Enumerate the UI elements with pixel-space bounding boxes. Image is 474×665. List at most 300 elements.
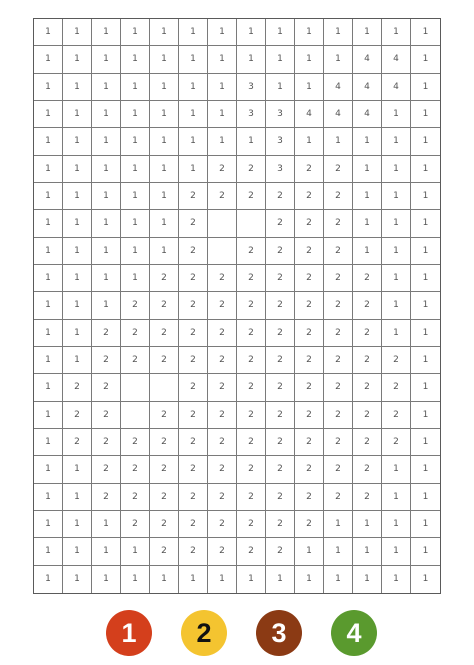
- swatch-number-2: 2: [196, 617, 212, 648]
- grid-cell[interactable]: 1: [150, 19, 179, 46]
- grid-cell[interactable]: 2: [150, 402, 179, 429]
- grid-cell[interactable]: 1: [34, 210, 63, 237]
- grid-cell[interactable]: 2: [92, 320, 121, 347]
- grid-cell[interactable]: 1: [382, 19, 411, 46]
- grid-cell[interactable]: 4: [382, 74, 411, 101]
- grid-cell[interactable]: 1: [353, 19, 382, 46]
- grid-cell[interactable]: 1: [295, 128, 324, 155]
- grid-cell[interactable]: 1: [63, 566, 92, 593]
- grid-cell[interactable]: 1: [208, 19, 237, 46]
- grid-cell[interactable]: 2: [266, 210, 295, 237]
- grid-cell[interactable]: 1: [324, 128, 353, 155]
- grid-cell[interactable]: 2: [353, 347, 382, 374]
- grid-cell[interactable]: 2: [121, 429, 150, 456]
- grid-cell[interactable]: 2: [295, 320, 324, 347]
- grid-cell[interactable]: 2: [237, 265, 266, 292]
- grid-cell[interactable]: 1: [179, 156, 208, 183]
- grid-cell[interactable]: 2: [295, 238, 324, 265]
- grid-cell[interactable]: 2: [121, 484, 150, 511]
- grid-cell[interactable]: 2: [208, 320, 237, 347]
- grid-cell[interactable]: 1: [179, 128, 208, 155]
- grid-cell[interactable]: 1: [150, 210, 179, 237]
- grid-cell[interactable]: 1: [63, 484, 92, 511]
- grid-cell[interactable]: 1: [121, 538, 150, 565]
- grid-cell[interactable]: 2: [179, 320, 208, 347]
- grid-cell[interactable]: 1: [411, 320, 440, 347]
- grid-cell[interactable]: 1: [237, 566, 266, 593]
- grid-cell[interactable]: 1: [150, 156, 179, 183]
- grid-cell[interactable]: 1: [382, 292, 411, 319]
- grid-cell[interactable]: 1: [382, 484, 411, 511]
- grid-cell[interactable]: 1: [179, 566, 208, 593]
- grid-cell[interactable]: 1: [34, 292, 63, 319]
- grid-cell[interactable]: 1: [411, 347, 440, 374]
- grid-cell[interactable]: 1: [179, 74, 208, 101]
- grid-cell[interactable]: 1: [150, 183, 179, 210]
- grid-cell[interactable]: 2: [179, 484, 208, 511]
- grid-cell[interactable]: 1: [353, 566, 382, 593]
- grid-cell[interactable]: 1: [179, 19, 208, 46]
- grid-cell[interactable]: 2: [208, 484, 237, 511]
- grid-cell[interactable]: 2: [382, 402, 411, 429]
- grid-cell[interactable]: 1: [34, 183, 63, 210]
- grid-cell[interactable]: 1: [422, 574, 429, 585]
- grid-cell[interactable]: 2: [179, 265, 208, 292]
- grid-cell[interactable]: 1: [34, 374, 63, 401]
- grid-cell[interactable]: 2: [179, 511, 208, 538]
- grid-cell[interactable]: 2: [382, 374, 411, 401]
- grid-cell[interactable]: 2: [121, 320, 150, 347]
- grid-cell[interactable]: 1: [295, 74, 324, 101]
- grid-cell[interactable]: 2: [353, 292, 382, 319]
- grid-cell[interactable]: 2: [295, 374, 324, 401]
- grid-cell[interactable]: 1: [121, 210, 150, 237]
- grid-cell[interactable]: 2: [179, 238, 208, 265]
- grid-cell[interactable]: 1: [411, 265, 440, 292]
- grid-cell[interactable]: [237, 210, 266, 237]
- grid-cell[interactable]: 2: [237, 484, 266, 511]
- grid-cell[interactable]: 1: [411, 210, 440, 237]
- grid-cell[interactable]: 1: [208, 101, 237, 128]
- grid-cell[interactable]: 1: [382, 238, 411, 265]
- grid-cell[interactable]: 2: [266, 429, 295, 456]
- grid-cell[interactable]: 2: [179, 183, 208, 210]
- grid-cell[interactable]: 1: [121, 74, 150, 101]
- grid-cell[interactable]: 1: [63, 19, 92, 46]
- grid-cell[interactable]: 1: [121, 101, 150, 128]
- grid-cell[interactable]: 2: [324, 484, 353, 511]
- grid-cell[interactable]: 2: [208, 183, 237, 210]
- grid-cell[interactable]: 2: [295, 484, 324, 511]
- grid-cell[interactable]: 1: [92, 19, 121, 46]
- grid-cell[interactable]: 1: [34, 484, 63, 511]
- grid-cell[interactable]: 2: [266, 320, 295, 347]
- grid-cell[interactable]: 2: [353, 484, 382, 511]
- grid-cell[interactable]: 1: [208, 74, 237, 101]
- grid-cell[interactable]: 4: [382, 46, 411, 73]
- grid-cell[interactable]: 2: [150, 429, 179, 456]
- grid-cell[interactable]: 2: [324, 374, 353, 401]
- grid-cell[interactable]: 2: [324, 456, 353, 483]
- grid-cell[interactable]: 2: [324, 320, 353, 347]
- grid-cell[interactable]: 1: [121, 566, 150, 593]
- grid-cell[interactable]: 2: [237, 156, 266, 183]
- grid-cell[interactable]: 1: [63, 210, 92, 237]
- grid-cell[interactable]: 2: [295, 292, 324, 319]
- grid-cell[interactable]: 3: [237, 74, 266, 101]
- grid-cell[interactable]: 1: [411, 74, 440, 101]
- grid-cell[interactable]: 2: [92, 484, 121, 511]
- grid-cell[interactable]: 1: [382, 511, 411, 538]
- grid-cell[interactable]: 2: [179, 210, 208, 237]
- grid-cell[interactable]: 2: [179, 347, 208, 374]
- grid-cell[interactable]: 1: [382, 128, 411, 155]
- grid-cell[interactable]: 1: [34, 19, 63, 46]
- grid-cell[interactable]: 2: [179, 292, 208, 319]
- grid-cell[interactable]: 2: [353, 374, 382, 401]
- grid-cell[interactable]: 2: [266, 402, 295, 429]
- grid-cell[interactable]: 1: [121, 128, 150, 155]
- grid-cell[interactable]: 1: [150, 238, 179, 265]
- grid-cell[interactable]: 1: [63, 156, 92, 183]
- grid-cell[interactable]: 1: [150, 566, 179, 593]
- grid-cell[interactable]: 2: [266, 238, 295, 265]
- grid-cell[interactable]: 1: [150, 128, 179, 155]
- grid-cell[interactable]: 2: [179, 374, 208, 401]
- grid-cell[interactable]: 1: [63, 101, 92, 128]
- grid-cell[interactable]: 2: [208, 292, 237, 319]
- grid-cell[interactable]: 1: [411, 511, 440, 538]
- grid-cell[interactable]: 1: [34, 156, 63, 183]
- grid-cell[interactable]: 4: [353, 74, 382, 101]
- grid-cell[interactable]: 1: [266, 19, 295, 46]
- grid-cell[interactable]: 2: [266, 511, 295, 538]
- grid-cell[interactable]: 2: [237, 456, 266, 483]
- grid-cell[interactable]: 1: [150, 101, 179, 128]
- grid-cell[interactable]: 1: [92, 265, 121, 292]
- grid-cell[interactable]: 1: [382, 566, 411, 593]
- grid-cell[interactable]: 1: [411, 183, 440, 210]
- grid-cell[interactable]: 1: [92, 101, 121, 128]
- grid-cell[interactable]: 2: [382, 429, 411, 456]
- grid-cell[interactable]: 1: [63, 347, 92, 374]
- grid-cell[interactable]: 1: [295, 566, 324, 593]
- grid-cell[interactable]: 1: [382, 538, 411, 565]
- grid-cell[interactable]: 2: [208, 429, 237, 456]
- grid-cell[interactable]: 2: [150, 538, 179, 565]
- grid-cell[interactable]: 2: [266, 292, 295, 319]
- grid-cell[interactable]: 2: [121, 347, 150, 374]
- grid-cell[interactable]: 1: [295, 19, 324, 46]
- grid-cell[interactable]: 2: [150, 292, 179, 319]
- grid-cell[interactable]: 1: [92, 74, 121, 101]
- grid-cell[interactable]: 2: [237, 238, 266, 265]
- grid-cell[interactable]: 1: [179, 46, 208, 73]
- grid-cell[interactable]: 2: [266, 538, 295, 565]
- grid-cell[interactable]: 2: [92, 456, 121, 483]
- grid-cell[interactable]: 2: [179, 456, 208, 483]
- grid-cell[interactable]: 1: [411, 429, 440, 456]
- grid-cell[interactable]: 1: [92, 566, 121, 593]
- grid-cell[interactable]: 1: [121, 46, 150, 73]
- grid-cell[interactable]: 3: [266, 101, 295, 128]
- grid-cell[interactable]: 1: [121, 238, 150, 265]
- grid-cell[interactable]: 2: [353, 265, 382, 292]
- grid-cell[interactable]: 2: [208, 402, 237, 429]
- grid-cell[interactable]: 2: [353, 429, 382, 456]
- grid-cell[interactable]: 1: [63, 183, 92, 210]
- grid-cell[interactable]: [121, 402, 150, 429]
- grid-cell[interactable]: 2: [353, 456, 382, 483]
- grid-cell[interactable]: 1: [179, 101, 208, 128]
- grid-cell[interactable]: 1: [208, 128, 237, 155]
- grid-cell[interactable]: 1: [34, 101, 63, 128]
- grid-cell[interactable]: 1: [121, 183, 150, 210]
- grid-cell[interactable]: 2: [295, 402, 324, 429]
- grid-cell[interactable]: 1: [92, 238, 121, 265]
- grid-cell[interactable]: 1: [34, 402, 63, 429]
- grid-cell[interactable]: 1: [353, 156, 382, 183]
- grid-cell[interactable]: 2: [208, 347, 237, 374]
- grid-cell[interactable]: 1: [324, 511, 353, 538]
- grid-cell[interactable]: 2: [324, 156, 353, 183]
- grid-cell[interactable]: [150, 374, 179, 401]
- grid-cell[interactable]: 2: [266, 347, 295, 374]
- grid-cell[interactable]: 2: [208, 156, 237, 183]
- grid-cell[interactable]: 2: [266, 484, 295, 511]
- grid-cell[interactable]: 2: [150, 265, 179, 292]
- grid-cell[interactable]: 2: [237, 374, 266, 401]
- swatch-number-3: 3: [271, 617, 287, 648]
- grid-cell[interactable]: 2: [266, 374, 295, 401]
- grid-cell[interactable]: 4: [353, 101, 382, 128]
- grid-cell[interactable]: 1: [237, 128, 266, 155]
- grid-cell[interactable]: 2: [208, 374, 237, 401]
- grid-cell[interactable]: 1: [382, 265, 411, 292]
- grid-cell[interactable]: 1: [237, 19, 266, 46]
- grid-cell[interactable]: 1: [295, 46, 324, 73]
- grid-cell[interactable]: 1: [34, 429, 63, 456]
- grid-cell[interactable]: 2: [237, 183, 266, 210]
- grid-cell[interactable]: 1: [34, 74, 63, 101]
- grid-cell[interactable]: 2: [295, 347, 324, 374]
- grid-cell[interactable]: 1: [208, 46, 237, 73]
- grid-cell[interactable]: 1: [411, 484, 440, 511]
- grid-cell[interactable]: 1: [92, 538, 121, 565]
- grid-cell[interactable]: 4: [324, 101, 353, 128]
- grid-cell[interactable]: 2: [150, 456, 179, 483]
- grid-cell[interactable]: 1: [34, 456, 63, 483]
- grid-cell[interactable]: 2: [63, 429, 92, 456]
- grid-cell[interactable]: 2: [237, 538, 266, 565]
- grid-cell[interactable]: 1: [324, 46, 353, 73]
- grid-cell[interactable]: 2: [121, 292, 150, 319]
- grid-cell[interactable]: 2: [324, 183, 353, 210]
- grid-cell[interactable]: 1: [92, 511, 121, 538]
- grid-cell[interactable]: 2: [150, 511, 179, 538]
- grid-cell[interactable]: 2: [92, 429, 121, 456]
- grid-cell[interactable]: 1: [324, 19, 353, 46]
- grid-cell[interactable]: 2: [324, 402, 353, 429]
- grid-cell[interactable]: 1: [237, 46, 266, 73]
- grid-cell[interactable]: 1: [411, 374, 440, 401]
- grid-cell[interactable]: 1: [34, 238, 63, 265]
- grid-cell[interactable]: 1: [411, 538, 440, 565]
- grid-cell[interactable]: 1: [121, 19, 150, 46]
- grid-cell[interactable]: 1: [266, 74, 295, 101]
- grid-cell[interactable]: [208, 238, 237, 265]
- grid-cell[interactable]: 2: [266, 265, 295, 292]
- grid-cell[interactable]: 2: [324, 292, 353, 319]
- grid-cell[interactable]: 1: [121, 156, 150, 183]
- grid-cell[interactable]: 1: [63, 46, 92, 73]
- grid-cell[interactable]: 2: [324, 347, 353, 374]
- grid-cell[interactable]: 1: [63, 456, 92, 483]
- grid-cell[interactable]: 1: [266, 566, 295, 593]
- grid-cell[interactable]: 1: [63, 128, 92, 155]
- grid-cell[interactable]: 1: [92, 128, 121, 155]
- grid-cell[interactable]: 1: [411, 19, 440, 46]
- grid-cell[interactable]: 2: [150, 320, 179, 347]
- grid-cell[interactable]: 1: [208, 566, 237, 593]
- grid-cell[interactable]: 2: [324, 265, 353, 292]
- grid-cell[interactable]: 1: [411, 402, 440, 429]
- grid-cell[interactable]: 1: [411, 46, 440, 73]
- grid-cell[interactable]: 1: [34, 347, 63, 374]
- grid-cell[interactable]: 2: [179, 429, 208, 456]
- grid-cell[interactable]: 2: [237, 511, 266, 538]
- grid-cell[interactable]: 4: [353, 46, 382, 73]
- grid-cell[interactable]: 2: [237, 402, 266, 429]
- grid-cell[interactable]: 1: [34, 511, 63, 538]
- grid-cell[interactable]: [121, 374, 150, 401]
- grid-cell[interactable]: 1: [411, 238, 440, 265]
- grid-cell[interactable]: 1: [353, 238, 382, 265]
- grid-cell[interactable]: 1: [34, 46, 63, 73]
- grid-cell[interactable]: 2: [237, 347, 266, 374]
- grid-cell[interactable]: 2: [353, 320, 382, 347]
- grid-cell[interactable]: 1: [411, 101, 440, 128]
- grid-cell[interactable]: 2: [266, 183, 295, 210]
- grid-cell[interactable]: 2: [63, 402, 92, 429]
- grid-cell[interactable]: 1: [150, 74, 179, 101]
- grid-cell[interactable]: 1: [324, 566, 353, 593]
- grid-cell[interactable]: 2: [208, 511, 237, 538]
- grid-cell[interactable]: 1: [92, 292, 121, 319]
- grid-cell[interactable]: 2: [353, 402, 382, 429]
- grid-cell[interactable]: 2: [92, 374, 121, 401]
- grid-cell[interactable]: 2: [295, 511, 324, 538]
- color-swatch-3[interactable]: [256, 610, 302, 656]
- grid-cell[interactable]: 1: [295, 538, 324, 565]
- grid-cell[interactable]: 2: [92, 402, 121, 429]
- grid-cell[interactable]: 1: [382, 183, 411, 210]
- grid-cell[interactable]: 1: [411, 156, 440, 183]
- color-swatch-4[interactable]: [331, 610, 377, 656]
- grid-cell[interactable]: 1: [63, 265, 92, 292]
- grid-cell[interactable]: 2: [179, 538, 208, 565]
- grid-cell[interactable]: 1: [34, 265, 63, 292]
- grid-cell[interactable]: 2: [92, 347, 121, 374]
- grid-cell[interactable]: 1: [353, 538, 382, 565]
- grid-cell[interactable]: 1: [324, 538, 353, 565]
- grid-cell[interactable]: 2: [266, 456, 295, 483]
- grid-cell[interactable]: 1: [63, 74, 92, 101]
- grid-cell[interactable]: 1: [92, 210, 121, 237]
- grid-cell[interactable]: 1: [121, 265, 150, 292]
- grid-cell[interactable]: 3: [266, 128, 295, 155]
- grid-cell[interactable]: 2: [121, 456, 150, 483]
- grid-cell[interactable]: 1: [63, 320, 92, 347]
- grid-cell[interactable]: 1: [382, 210, 411, 237]
- grid-cell[interactable]: 2: [295, 429, 324, 456]
- grid-cell[interactable]: 1: [353, 210, 382, 237]
- color-swatch-1[interactable]: [106, 610, 152, 656]
- grid-cell[interactable]: 2: [295, 265, 324, 292]
- grid-cell[interactable]: 2: [295, 210, 324, 237]
- grid-cell[interactable]: 1: [34, 538, 63, 565]
- grid-cell[interactable]: 1: [63, 511, 92, 538]
- grid-cell[interactable]: 2: [150, 347, 179, 374]
- grid-cell[interactable]: 2: [237, 292, 266, 319]
- grid-cell[interactable]: 2: [295, 183, 324, 210]
- grid-cell[interactable]: 3: [266, 156, 295, 183]
- grid-cell[interactable]: 1: [353, 183, 382, 210]
- grid-cell[interactable]: 2: [208, 538, 237, 565]
- grid-cell[interactable]: 2: [237, 429, 266, 456]
- grid-cell[interactable]: 1: [63, 238, 92, 265]
- grid-cell[interactable]: 1: [411, 292, 440, 319]
- grid-cell[interactable]: 1: [266, 46, 295, 73]
- grid-cell[interactable]: 3: [237, 101, 266, 128]
- grid-cell[interactable]: 1: [150, 46, 179, 73]
- grid-cell[interactable]: [208, 210, 237, 237]
- grid-cell[interactable]: 1: [382, 320, 411, 347]
- grid-cell[interactable]: 1: [411, 128, 440, 155]
- grid-cell[interactable]: 2: [295, 456, 324, 483]
- grid-cell[interactable]: 1: [34, 320, 63, 347]
- grid-cell[interactable]: 2: [295, 156, 324, 183]
- grid-cell[interactable]: 1: [382, 101, 411, 128]
- grid-cell[interactable]: 1: [92, 156, 121, 183]
- grid-cell[interactable]: 1: [92, 46, 121, 73]
- grid-cell[interactable]: 2: [324, 210, 353, 237]
- grid-cell[interactable]: 4: [295, 101, 324, 128]
- grid-cell[interactable]: 1: [92, 183, 121, 210]
- grid-cell[interactable]: 1: [34, 128, 63, 155]
- grid-cell[interactable]: 2: [150, 484, 179, 511]
- grid-cell[interactable]: 1: [63, 292, 92, 319]
- grid-cell[interactable]: 2: [237, 320, 266, 347]
- grid-cell[interactable]: 2: [382, 347, 411, 374]
- grid-cell[interactable]: 1: [382, 456, 411, 483]
- grid-cell[interactable]: 1: [382, 156, 411, 183]
- grid-cell[interactable]: 2: [208, 265, 237, 292]
- color-swatch-2[interactable]: [181, 610, 227, 656]
- grid-cell[interactable]: 2: [324, 429, 353, 456]
- grid-cell[interactable]: 2: [208, 456, 237, 483]
- grid-cell[interactable]: 2: [179, 402, 208, 429]
- grid-cell[interactable]: 1: [34, 566, 63, 593]
- grid-cell[interactable]: 2: [63, 374, 92, 401]
- grid-cell[interactable]: 1: [63, 538, 92, 565]
- grid-cell[interactable]: 2: [121, 511, 150, 538]
- grid-cell[interactable]: 1: [353, 128, 382, 155]
- grid-cell[interactable]: 1: [353, 511, 382, 538]
- grid-cell[interactable]: 4: [324, 74, 353, 101]
- grid-cell[interactable]: 1: [411, 456, 440, 483]
- grid-cell[interactable]: 2: [324, 238, 353, 265]
